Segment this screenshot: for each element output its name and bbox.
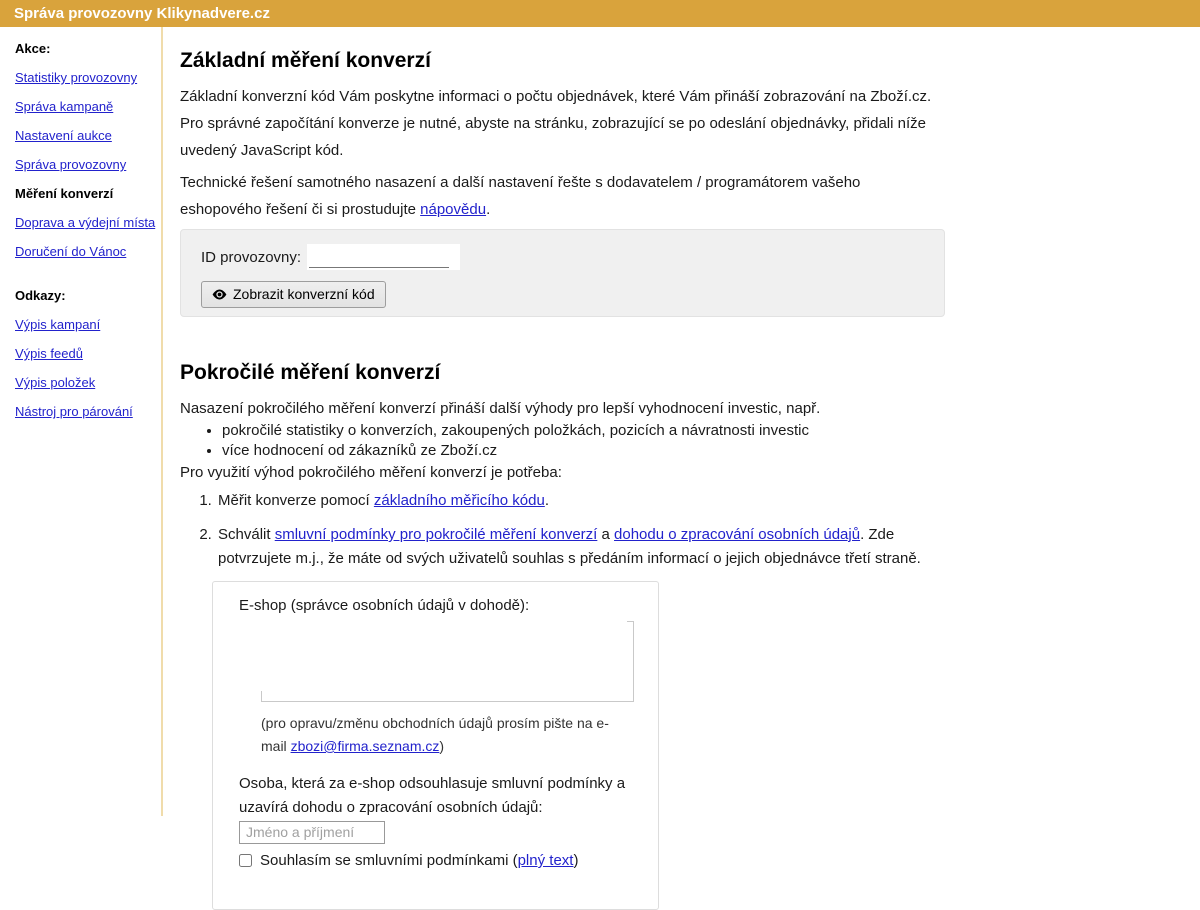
step-item-1 [216,489,945,513]
sidebar-item-doruceni-do-vanoc[interactable]: Doručení do Vánoc [15,244,127,259]
agreement-panel [212,581,659,910]
step-item-2 [216,523,936,571]
basic-paragraph-2-period: . [486,201,491,218]
sidebar-item-vypis-polozek[interactable]: Výpis položek [15,375,96,390]
benefit-item: • pokročilé statistiky o konverzích, zakoupených položkách, pozicích a návratnosti investic [222,421,945,441]
sidebar [0,27,163,816]
benefit-item: • více hodnocení od zákazníků ze Zboží.cz [222,441,945,461]
app-title: Správa provozovny Klikynadvere.cz [14,5,270,22]
sidebar-item-vypis-kampani[interactable]: Výpis kampaní [15,317,101,332]
gdpr-agreement-link[interactable]: dohodu o zpracování osobních údajů [614,526,861,543]
basic-paragraph-2-text: Technické řešení samotného nasazení a další nastavení řešte s dodavatelem / programátorem vašeho eshopového řešení či si prostudujte [180,174,861,218]
app-header [0,0,1200,27]
page-layout [0,27,1200,869]
eshop-label: E-shop (správce osobních údajů v dohodě): [239,597,530,614]
sidebar-item-mereni-konverzi[interactable]: Měření konverzí [15,186,114,201]
agree-terms-label [260,852,578,869]
eshop-contact-note-text: (pro opravu/změnu obchodních údajů prosím pište na e-mail [261,715,609,754]
conversion-code-panel [180,229,945,317]
sidebar-heading-odkazy: Odkazy: [15,288,66,303]
agree-terms-text: Souhlasím se smluvními podmínkami ( [260,852,518,869]
show-conversion-code-label: Zobrazit konverzní kód [233,286,375,302]
main-content [163,27,945,869]
eshop-contact-note [261,712,621,758]
sidebar-item-doprava-a-vydejni-mista[interactable]: Doprava a výdejní místa [15,215,156,230]
step-2-mid-text: a [597,526,615,543]
id-provozovny-input-underline [309,267,449,268]
full-text-link[interactable]: plný text [517,852,574,869]
eshop-contact-note-close: ) [439,738,445,754]
advanced-intro: Nasazení pokročilého měření konverzí přináší další výhody pro lepší vyhodnocení investic, např. [180,400,821,417]
show-conversion-code-button[interactable] [201,281,386,308]
advanced-benefits-list [180,421,945,461]
eshop-details-redacted [261,621,627,691]
id-provozovny-label: ID provozovny: [201,248,302,266]
advanced-needs-text: Pro využití výhod pokročilého měření konverzí je potřeba: [180,464,562,481]
advanced-steps-list [180,489,945,571]
terms-agree-row [239,852,638,869]
person-name-input[interactable] [239,821,385,844]
advanced-section-title: Pokročilé měření konverzí [180,361,441,384]
help-link[interactable]: nápovědu [420,201,487,218]
step-2-text: Schválit [218,526,275,543]
contact-email-link[interactable]: zbozi@firma.seznam.cz [290,738,440,754]
sidebar-item-nastroj-pro-parovani[interactable]: Nástroj pro párování [15,404,133,419]
sidebar-item-sprava-provozovny[interactable]: Správa provozovny [15,157,127,172]
terms-link[interactable]: smluvní podmínky pro pokročilé měření konverzí [274,526,598,543]
eye-icon [212,288,227,301]
step-2-tail-text: . Zde potvrzujete m.j., že máte od svých uživatelů souhlas s předáním informací o jejich objednávce třetí straně. [218,526,921,567]
basic-paragraph-1: Základní konverzní kód Vám poskytne informaci o počtu objednávek, které Vám přináší zobrazování na Zboží.cz. Pro správné započítání konverze je nutné, abyste na stránku, zobrazující se po odeslání objednávky, přidali níže uvedený JavaScript kód. [180,88,932,159]
person-row [239,772,663,844]
step-1-period: . [544,492,549,509]
basic-section-title: Základní měření konverzí [180,49,431,72]
sidebar-heading-akce: Akce: [15,41,51,56]
basic-code-link[interactable]: základního měřicího kódu [373,492,545,509]
basic-paragraph-2 [180,169,945,223]
id-provozovny-input[interactable] [307,244,460,270]
sidebar-item-vypis-feedu[interactable]: Výpis feedů [15,346,83,361]
step-1-text: Měřit konverze pomocí [218,492,374,509]
sidebar-item-sprava-kampane[interactable]: Správa kampaně [15,99,114,114]
sidebar-item-statistiky-provozovny[interactable]: Statistiky provozovny [15,70,138,85]
sidebar-item-nastaveni-aukce[interactable]: Nastavení aukce [15,128,112,143]
person-label: Osoba, která za e-shop odsouhlasuje smluvní podmínky a uzavírá dohodu o zpracování osobních údajů: [239,775,626,816]
agree-terms-close: ) [573,852,579,869]
eshop-details-box [261,621,634,702]
agree-terms-checkbox[interactable] [239,854,252,867]
